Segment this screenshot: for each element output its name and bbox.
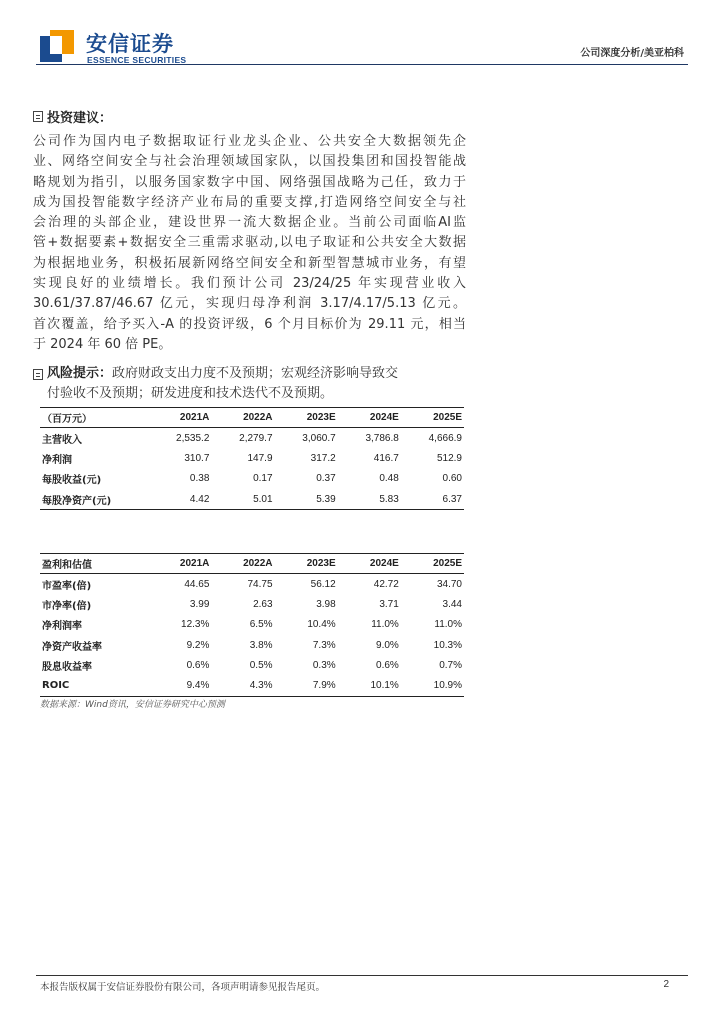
column-header-year: 2025E xyxy=(401,408,464,428)
risk-text-1: 政府财政支出力度不及预期；宏观经济影响导致交 xyxy=(112,366,399,381)
row-label: 主营收入 xyxy=(42,434,82,446)
table-cell: 4,666.9 xyxy=(428,432,462,444)
financial-summary-table xyxy=(40,407,464,510)
row-label: 每股收益(元) xyxy=(42,475,102,487)
table-cell: 0.48 xyxy=(379,473,399,485)
investment-title-text: 投资建议： xyxy=(47,111,113,126)
column-header-year: 2022A xyxy=(211,554,274,574)
table-cell: 9.2% xyxy=(186,639,210,651)
column-header-year: 2024E xyxy=(338,408,401,428)
table-cell: 3.44 xyxy=(442,598,462,610)
table-cell: 7.9% xyxy=(275,676,338,696)
investment-title xyxy=(33,107,466,126)
table-cell: 0.17 xyxy=(253,473,273,485)
table-cell: 2.63 xyxy=(253,598,273,610)
table-cell: 3.98 xyxy=(316,598,336,610)
table-row xyxy=(40,635,464,655)
investment-line: 为根据地业务，积极拓展新网络空间安全和新型智慧城市业务，有望 xyxy=(33,255,466,271)
logo-mark-icon xyxy=(40,30,74,62)
row-label: 净利润 xyxy=(42,454,72,466)
risk-line-1 xyxy=(33,364,466,384)
investment-line: 30.61/37.87/46.67 亿元，实现归母净利润 3.17/4.17/5.13 亿元。 xyxy=(33,296,466,312)
table-cell: 3.8% xyxy=(249,639,273,651)
investment-line: 实现良好的业绩增长。我们预计公司 23/24/25 年实现营业收入 xyxy=(33,276,466,292)
row-label: 净利润率 xyxy=(42,621,82,633)
table-cell: 0.37 xyxy=(316,473,336,485)
row-label: 每股净资产(元) xyxy=(40,489,148,509)
investment-line: 业、网络空间安全与社会治理领域国家队，以国投集团和国投智能战 xyxy=(33,154,466,170)
investment-line: 会治理的头部企业，建设世界一流大数据企业。当前公司面临AI监 xyxy=(33,215,466,231)
table-cell: 416.7 xyxy=(373,452,399,464)
table-cell: 44.65 xyxy=(184,578,210,590)
table-cell: 5.83 xyxy=(338,489,401,509)
table-row xyxy=(40,655,464,675)
table-cell: 0.6% xyxy=(376,660,399,672)
report-type-label: 公司深度分析/美亚柏科 xyxy=(580,48,684,59)
table-cell: 512.9 xyxy=(436,452,462,464)
table-cell: 317.2 xyxy=(310,452,336,464)
table-cell: 3,786.8 xyxy=(365,432,399,444)
table-cell: 11.0% xyxy=(434,619,462,631)
table-cell: 2,279.7 xyxy=(239,432,273,444)
risk-section xyxy=(33,364,466,405)
column-header-label: 盈利和估值 xyxy=(40,554,148,574)
table-cell: 0.3% xyxy=(312,660,336,672)
investment-line: 略规划为指引，以服务国家数字中国、网络强国战略为己任，致力于 xyxy=(33,174,466,190)
logo-cn-text: 安信证券 xyxy=(86,32,174,56)
row-label: 市净率(倍) xyxy=(42,600,92,612)
table-cell: 34.70 xyxy=(436,578,462,590)
table-row xyxy=(40,574,464,594)
table-header-row xyxy=(40,554,464,574)
table-cell: 9.4% xyxy=(148,676,211,696)
column-header-year: 2022A xyxy=(211,408,274,428)
table-row xyxy=(40,469,464,489)
table-cell: 10.1% xyxy=(338,676,401,696)
document-bullet-icon xyxy=(33,111,43,122)
table-cell: 10.4% xyxy=(307,619,336,631)
column-header-year: 2023E xyxy=(275,408,338,428)
table-cell: 6.5% xyxy=(249,619,273,631)
investment-line: 公司作为国内电子数据取证行业龙头企业、公共安全大数据领先企 xyxy=(33,134,466,149)
company-logo xyxy=(40,26,190,66)
column-header-year: 2024E xyxy=(338,554,401,574)
table-cell: 4.3% xyxy=(211,676,274,696)
table-cell: 3.71 xyxy=(379,598,399,610)
table-cell: 11.0% xyxy=(371,619,399,631)
investment-line: 于 2024 年 60 倍 PE。 xyxy=(33,336,172,352)
table-cell: 5.39 xyxy=(275,489,338,509)
table-cell: 4.42 xyxy=(148,489,211,509)
table-cell: 0.60 xyxy=(442,473,462,485)
investment-line: 管+数据要素+数据安全三重需求驱动,以电子取证和公共安全大数据 xyxy=(33,235,466,251)
table-cell: 10.9% xyxy=(401,676,464,696)
row-label: 市盈率(倍) xyxy=(42,580,92,592)
footer-disclaimer: 本报告版权属于安信证券股份有限公司，各项声明请参见报告尾页。 xyxy=(40,982,326,993)
valuation-table xyxy=(40,553,464,697)
investment-section xyxy=(33,107,466,355)
table-row xyxy=(40,676,464,696)
table-cell: 0.7% xyxy=(439,660,462,672)
table-cell: 147.9 xyxy=(247,452,273,464)
table-cell: 12.3% xyxy=(181,619,210,631)
table-cell: 3,060.7 xyxy=(302,432,336,444)
table-cell: 9.0% xyxy=(376,639,399,651)
table-row xyxy=(40,489,464,509)
table-row xyxy=(40,594,464,614)
risk-title-text: 风险提示： xyxy=(47,366,113,381)
risk-text-2: 付验收不及预期；研发进度和技术迭代不及预期。 xyxy=(47,386,334,402)
table-header-row xyxy=(40,408,464,428)
table-cell: 0.6% xyxy=(186,660,210,672)
table-cell: 0.38 xyxy=(189,473,210,485)
investment-paragraph xyxy=(33,132,466,355)
data-source-note: 数据来源：Wind资讯，安信证券研究中心预测 xyxy=(40,700,225,710)
table-row xyxy=(40,428,464,448)
footer-divider xyxy=(36,975,688,976)
table-cell: 0.5% xyxy=(249,660,273,672)
header-divider xyxy=(36,64,688,65)
row-label: 净资产收益率 xyxy=(42,641,102,653)
row-label: 股息收益率 xyxy=(42,662,92,674)
table-cell: 7.3% xyxy=(312,639,336,651)
table-cell: 42.72 xyxy=(373,578,399,590)
table-cell: 74.75 xyxy=(247,578,273,590)
investment-line: 成为国投智能数字经济产业布局的重要支撑,打造网络空间安全与社 xyxy=(33,194,466,210)
investment-line: 首次覆盖，给予买入-A 的投资评级，6 个月目标价为 29.11 元，相当 xyxy=(33,316,466,332)
column-header-year: 2023E xyxy=(275,554,338,574)
row-label: ROIC xyxy=(40,676,148,696)
table-row xyxy=(40,615,464,635)
document-bullet-icon xyxy=(33,369,43,380)
column-header-label: （百万元） xyxy=(40,408,148,428)
table-cell: 310.7 xyxy=(184,452,210,464)
table-cell: 10.3% xyxy=(433,639,462,651)
table-cell: 6.37 xyxy=(401,489,464,509)
column-header-year: 2021A xyxy=(148,554,211,574)
table-row xyxy=(40,448,464,468)
logo-en-text: ESSENCE SECURITIES xyxy=(87,55,187,65)
page-number: 2 xyxy=(663,979,669,990)
column-header-year: 2021A xyxy=(148,408,211,428)
table-cell: 56.12 xyxy=(310,578,336,590)
column-header-year: 2025E xyxy=(401,554,464,574)
table-cell: 3.99 xyxy=(189,598,210,610)
table-cell: 2,535.2 xyxy=(176,432,210,444)
table-cell: 5.01 xyxy=(211,489,274,509)
